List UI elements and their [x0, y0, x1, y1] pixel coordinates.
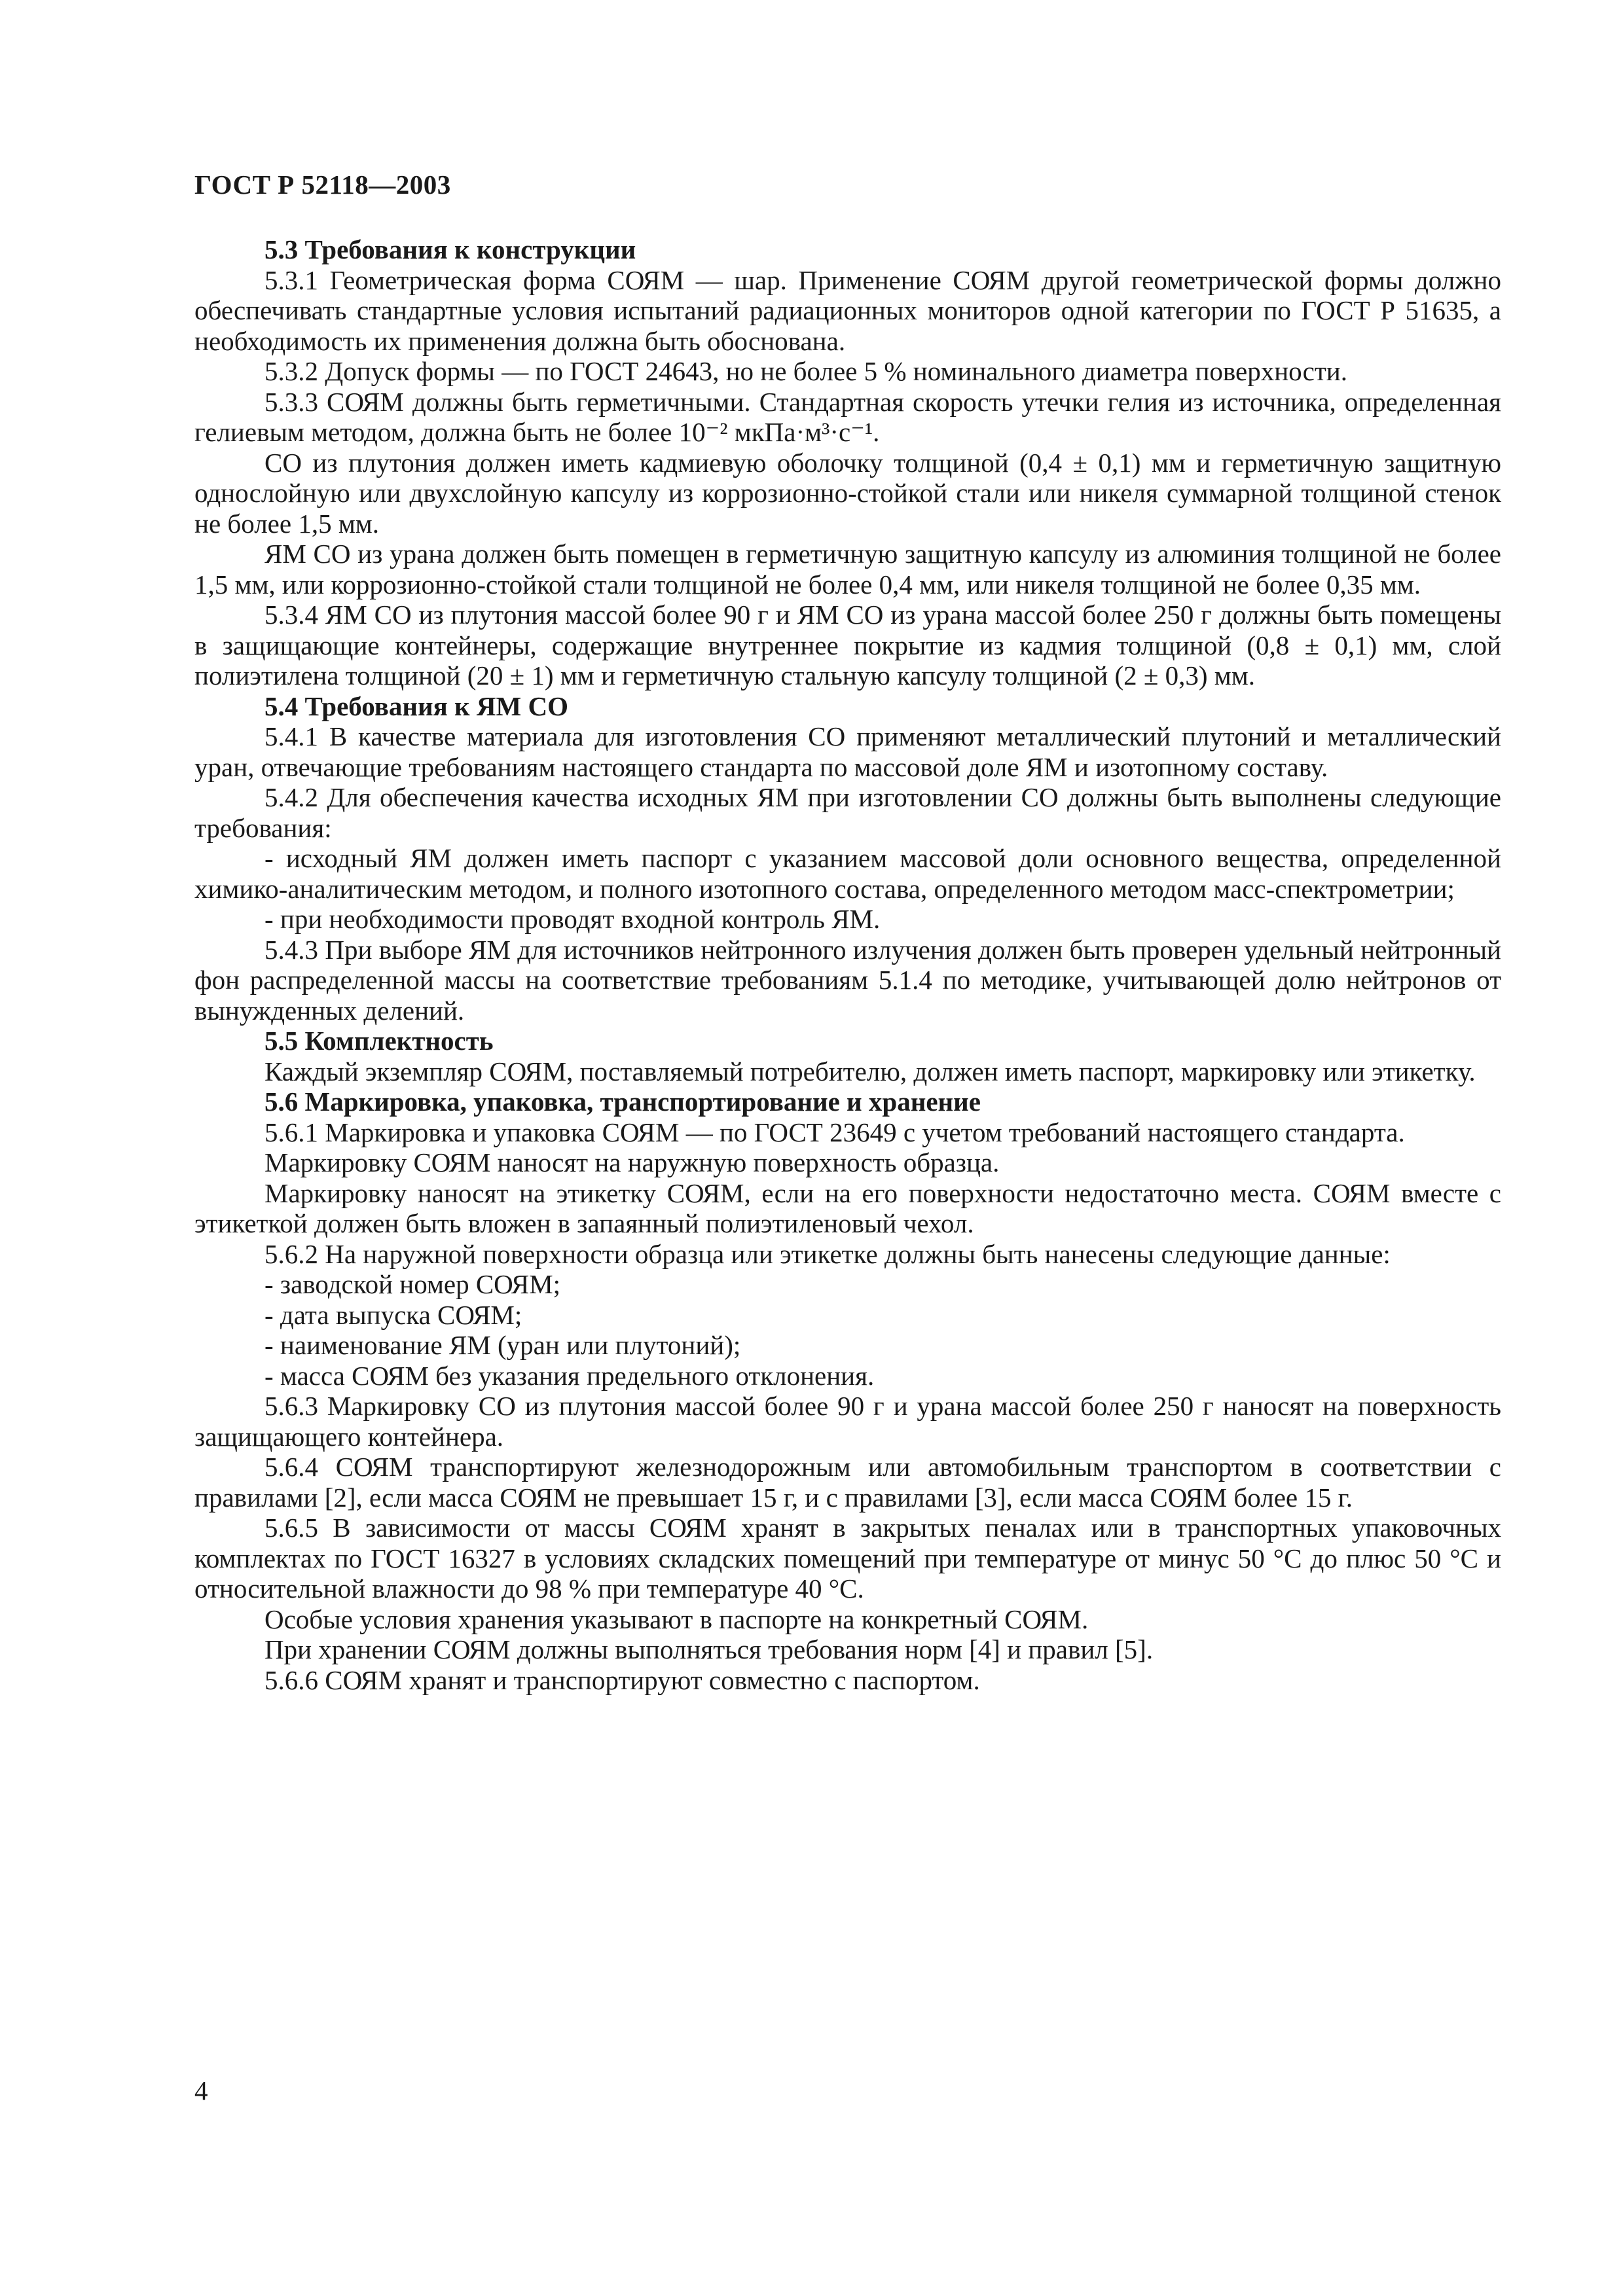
section-heading: 5.3 Требования к конструкции	[264, 234, 636, 264]
paragraph: 5.4.1 В качестве материала для изготовления СО применяют металлический плутоний и металлический уран, отвечающие требованиям настоящего стандарта по массовой доле ЯМ и изотопному составу.	[194, 721, 1501, 782]
document-body	[194, 234, 1501, 1695]
list-item: - исходный ЯМ должен иметь паспорт с указанием массовой доли основного вещества, определенной химико-аналитическим методом, и полного изотопного состава, определенного методом масс-спектрометрии;	[194, 843, 1501, 904]
list-item: - масса СОЯМ без указания предельного отклонения.	[264, 1360, 875, 1391]
paragraph: 5.6.6 СОЯМ хранят и транспортируют совместно с паспортом.	[264, 1664, 980, 1695]
paragraph: 5.3.3 СОЯМ должны быть герметичными. Стандартная скорость утечки гелия из источника, определенная гелиевым методом, должна быть не более 10⁻² мкПа·м³·с⁻¹.	[194, 386, 1501, 447]
list-item: - заводской номер СОЯМ;	[264, 1269, 561, 1299]
paragraph: 5.6.1 Маркировка и упаковка СОЯМ — по ГОСТ 23649 с учетом требований настоящего стандарта.	[264, 1117, 1405, 1147]
paragraph: 5.4.2 Для обеспечения качества исходных ЯМ при изготовлении СО должны быть выполнены следующие требования:	[194, 782, 1501, 843]
paragraph: СО из плутония должен иметь кадмиевую оболочку толщиной (0,4 ± 0,1) мм и герметичную защитную однослойную или двухслойную капсулу из коррозионно-стойкой стали или никеля суммарной толщиной стенок не более 1,5 мм.	[194, 447, 1501, 539]
paragraph: 5.4.3 При выборе ЯМ для источников нейтронного излучения должен быть проверен удельный нейтронный фон распределенной массы на соответствие требованиям 5.1.4 по методике, учитывающей долю нейтронов от вынужденных делений.	[194, 934, 1501, 1026]
section-heading: 5.5 Комплектность	[264, 1026, 494, 1056]
list-item: - дата выпуска СОЯМ;	[264, 1299, 522, 1330]
paragraph: 5.3.4 ЯМ СО из плутония массой более 90 г и ЯМ СО из урана массой более 250 г должны быть помещены в защищающие контейнеры, содержащие внутреннее покрытие из кадмия толщиной (0,8 ± 0,1) мм, слой полиэтилена толщиной (20 ± 1) мм и герметичную стальную капсулу толщиной (2 ± 0,3) мм.	[194, 600, 1501, 691]
list-item: - наименование ЯМ (уран или плутоний);	[264, 1330, 741, 1360]
document-id: ГОСТ Р 52118—2003	[194, 170, 451, 200]
paragraph: 5.6.4 СОЯМ транспортируют железнодорожным или автомобильным транспортом в соответствии с правилами [2], если масса СОЯМ не превышает 15 г, и с правилами [3], если масса СОЯМ более 15 г.	[194, 1452, 1501, 1513]
paragraph: 5.3.2 Допуск формы — по ГОСТ 24643, но не более 5 % номинального диаметра поверхности.	[264, 356, 1347, 386]
page-number: 4	[194, 2075, 208, 2106]
paragraph: Маркировку СОЯМ наносят на наружную поверхность образца.	[264, 1147, 1000, 1177]
paragraph: Особые условия хранения указывают в паспорте на конкретный СОЯМ.	[264, 1604, 1089, 1634]
section-heading: 5.4 Требования к ЯМ СО	[264, 691, 568, 721]
document-header	[194, 169, 451, 200]
paragraph: 5.6.3 Маркировку СО из плутония массой более 90 г и урана массой более 250 г наносят на поверхность защищающего контейнера.	[194, 1391, 1501, 1452]
paragraph: 5.3.1 Геометрическая форма СОЯМ — шар. Применение СОЯМ другой геометрической формы должно обеспечивать стандартные условия испытаний радиационных мониторов одной категории по ГОСТ Р 51635, а необходимость их применения должна быть обоснована.	[194, 264, 1501, 356]
paragraph: При хранении СОЯМ должны выполняться требования норм [4] и правил [5].	[264, 1634, 1154, 1664]
paragraph: 5.6.2 На наружной поверхности образца или этикетке должны быть нанесены следующие данные:	[264, 1238, 1391, 1269]
section-heading: 5.6 Маркировка, упаковка, транспортирование и хранение	[264, 1086, 981, 1117]
paragraph: Каждый экземпляр СОЯМ, поставляемый потребителю, должен иметь паспорт, маркировку или этикетку.	[264, 1056, 1476, 1086]
paragraph: ЯМ СО из урана должен быть помещен в герметичную защитную капсулу из алюминия толщиной не более 1,5 мм, или коррозионно-стойкой стали толщиной не более 0,4 мм, или никеля толщиной не более 0,35 мм.	[194, 539, 1501, 600]
paragraph: Маркировку наносят на этикетку СОЯМ, если на его поверхности недостаточно места. СОЯМ вместе с этикеткой должен быть вложен в запаянный полиэтиленовый чехол.	[194, 1177, 1501, 1238]
paragraph: 5.6.5 В зависимости от массы СОЯМ хранят в закрытых пеналах или в транспортных упаковочных комплектах по ГОСТ 16327 в условиях складских помещений при температуре от минус 50 °С до плюс 50 °С и относительной влажности до 98 % при температуре 40 °С.	[194, 1513, 1501, 1604]
page-footer	[194, 2075, 208, 2106]
list-item: - при необходимости проводят входной контроль ЯМ.	[264, 904, 881, 934]
